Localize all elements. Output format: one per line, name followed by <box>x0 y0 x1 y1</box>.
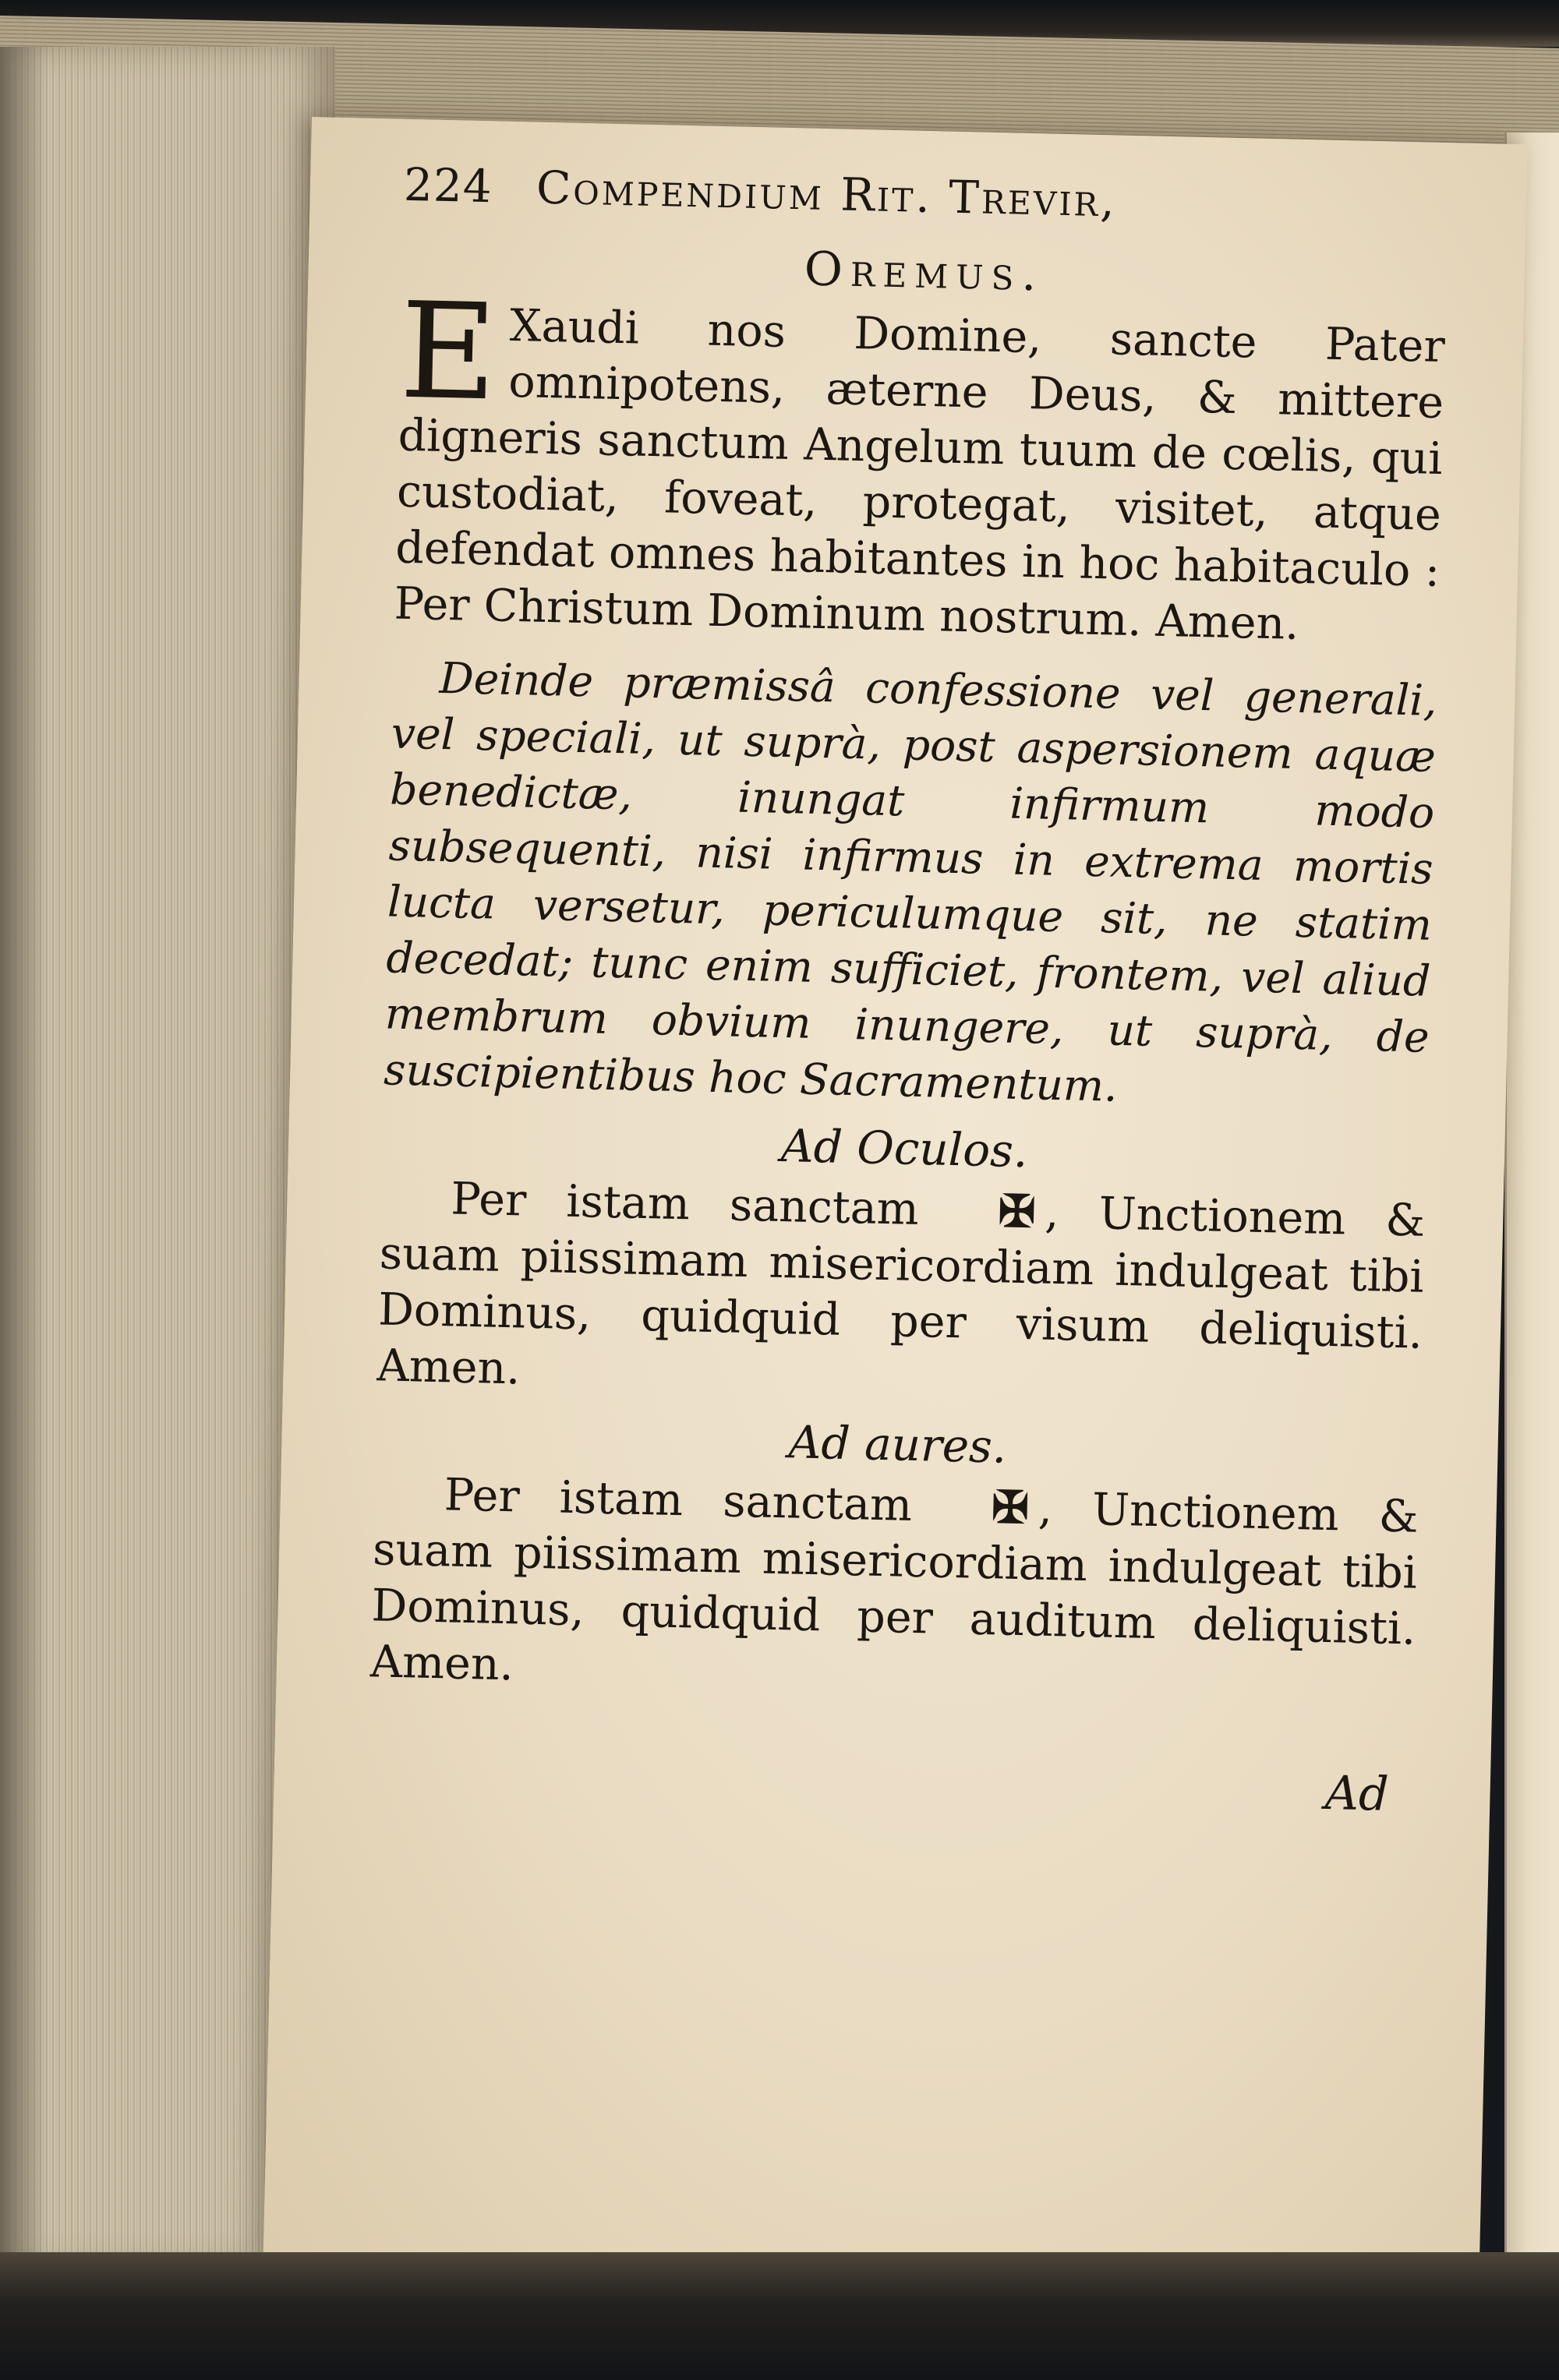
cross-icon: ✠ <box>991 1481 1030 1534</box>
book-bottom-edge <box>0 2252 1559 2380</box>
text-part: , Unctionem & suam piissimam misericordiam indulgeat tibi Dominus, quidquid per auditum deliquisti. Amen. <box>369 1482 1419 1691</box>
text-part: , Unctionem & suam piissimam misericordiam indulgeat tibi Dominus, quidquid per visum deliquisti. Amen. <box>376 1186 1426 1395</box>
catchword: Ad <box>1324 1766 1390 1822</box>
text-part: Per istam sanctam <box>450 1173 920 1236</box>
text-part: Per istam sanctam <box>444 1469 913 1531</box>
section-ad-aures <box>369 1404 1420 1713</box>
page-stack-shadow <box>0 47 47 2268</box>
prayer-text: Xaudi nos Domine, sancte Pater omnipotens, æterne Deus, & mittere digneris sanctum Angelum tuum de cœlis, qui custodiat, foveat, protegat, visitet, atque defendat omnes habitantes in hoc habitaculo : Per Christum Dominum nostrum. Amen. <box>394 299 1446 650</box>
running-title: Compendium Rit. Trevir, <box>536 161 1118 228</box>
drop-cap: E <box>398 274 499 431</box>
page-text <box>367 158 1448 1823</box>
book-page <box>263 117 1528 2287</box>
anointing-text-ears <box>369 1465 1419 1713</box>
section-ad-oculos <box>376 1108 1427 1417</box>
subheading-ad-aures: Ad aures. <box>787 1415 1008 1474</box>
rubric-text: Deinde præmissâ confessione vel generali, vel speciali, ut suprà, post aspersionem aquæ benedictæ, inungat infirmum modo subsequenti, nisi infirmus in extrema mortis lucta versetur, periculumque sit, ne statim decedat; tunc enim sufficiet, frontem, vel aliud membrum obvium inungere, ut suprà, de suscipientibus hoc Sacramentum. <box>383 652 1438 1111</box>
prayer-block <box>394 274 1446 655</box>
anointing-text-eyes <box>376 1169 1426 1417</box>
cross-icon: ✠ <box>997 1185 1037 1238</box>
page-number: 224 <box>403 157 493 214</box>
subheading-ad-oculos: Ad Oculos. <box>780 1119 1029 1178</box>
section-heading: Oremus. <box>804 242 1045 302</box>
